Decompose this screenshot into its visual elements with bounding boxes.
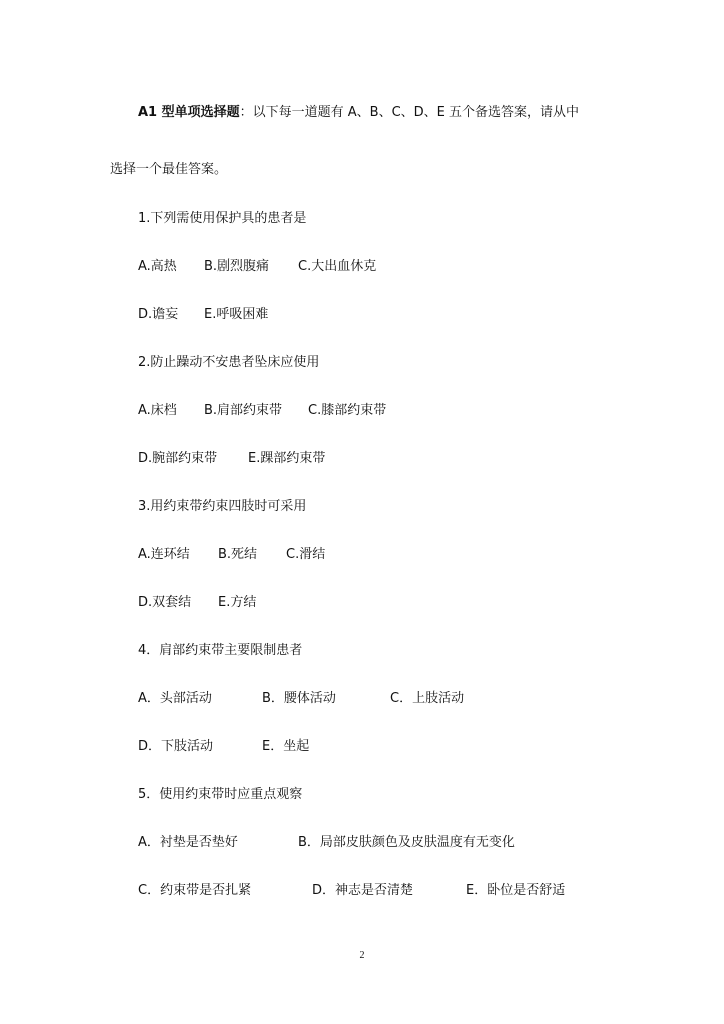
option-b: B．局部皮肤颜色及皮肤温度有无变化 (298, 835, 515, 850)
option-d: D.谵妄 (138, 307, 179, 322)
option-e: E.呼吸困难 (204, 307, 269, 322)
option-b: B.剧烈腹痛 (204, 259, 270, 274)
intro-line-1 (138, 104, 579, 122)
option-d: D．神志是否清楚 (312, 883, 414, 898)
option-e: E.方结 (218, 595, 257, 610)
option-d: D．下肢活动 (138, 739, 214, 754)
option-b: B.死结 (218, 547, 258, 562)
question-5-stem: 5．使用约束带时应重点观察 (138, 787, 303, 802)
option-d: D.腕部约束带 (138, 451, 218, 466)
option-a: A．头部活动 (138, 691, 212, 706)
option-a: A．衬垫是否垫好 (138, 835, 238, 850)
question-1-stem: 1.下列需使用保护具的患者是 (138, 211, 307, 226)
question-3-stem: 3.用约束带约束四肢时可采用 (138, 499, 307, 514)
option-c: C．约束带是否扎紧 (138, 883, 252, 898)
intro-text: ：以下每一道题有 A、B、C、D、E 五个备选答案，请从中 (239, 105, 580, 120)
option-a: A.床档 (138, 403, 177, 418)
option-e: E.踝部约束带 (248, 451, 326, 466)
option-a: A.连环结 (138, 547, 190, 562)
option-e: E．卧位是否舒适 (466, 883, 566, 898)
option-d: D.双套结 (138, 595, 192, 610)
option-a: A.高热 (138, 259, 177, 274)
intro-line-2: 选择一个最佳答案。 (110, 162, 228, 177)
option-c: C.大出血休克 (298, 259, 377, 274)
page-number: 2 (359, 950, 365, 961)
option-c: C．上肢活动 (390, 691, 465, 706)
option-e: E．坐起 (262, 739, 310, 754)
option-c: C.滑结 (286, 547, 326, 562)
option-b: B.肩部约束带 (204, 403, 283, 418)
option-c: C.膝部约束带 (308, 403, 387, 418)
question-2-stem: 2.防止躁动不安患者坠床应使用 (138, 355, 320, 370)
section-heading: A1 型单项选择题 (138, 105, 240, 120)
question-4-stem: 4．肩部约束带主要限制患者 (138, 643, 303, 658)
option-b: B．腰体活动 (262, 691, 336, 706)
